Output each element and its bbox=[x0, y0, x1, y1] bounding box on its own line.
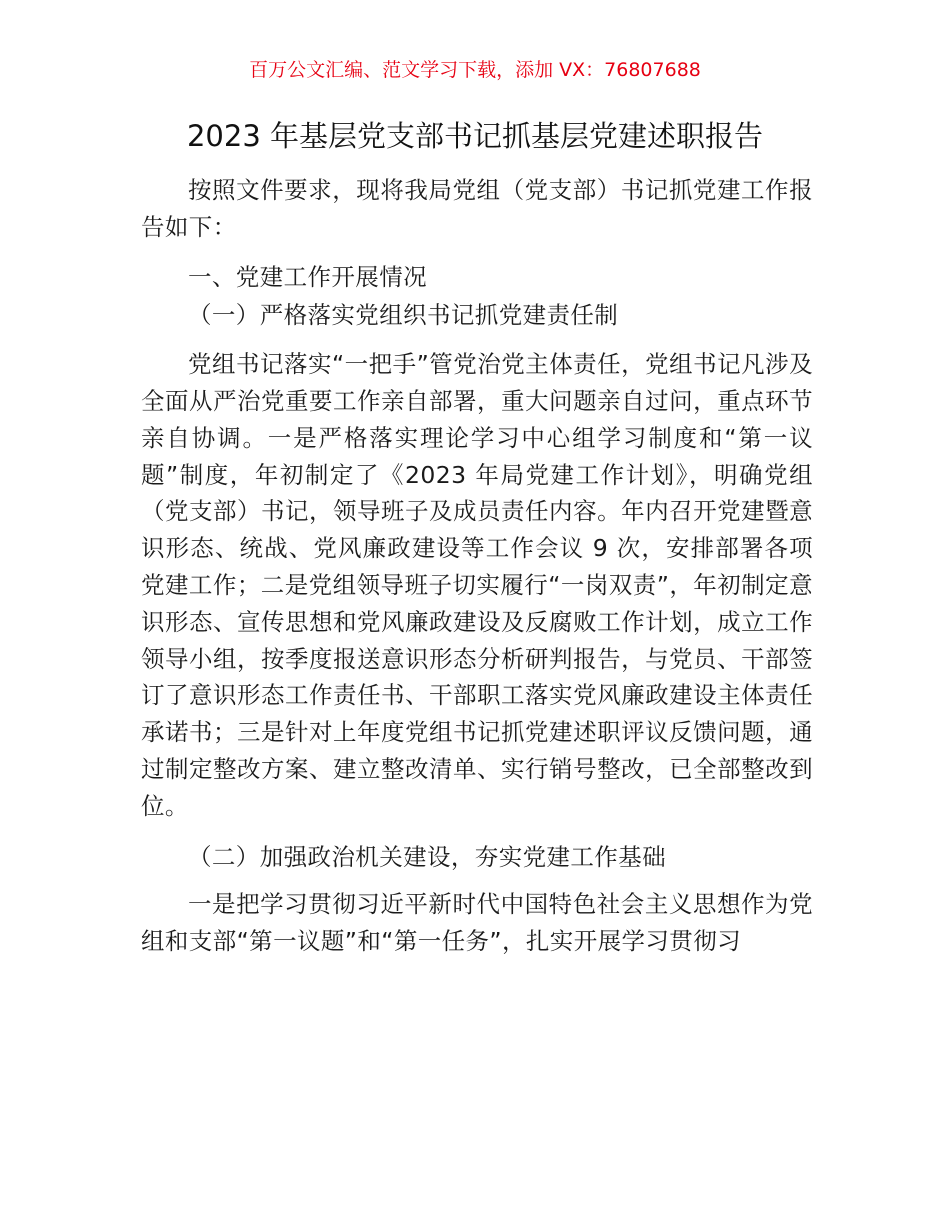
header-banner: 百万公文汇编、范文学习下载，添加 VX：76807688 bbox=[249, 59, 701, 81]
intro-paragraph: 按照文件要求，现将我局党组（党支部）书记抓党建工作报告如下： bbox=[141, 176, 813, 241]
document-title: 2023 年基层党支部书记抓基层党建述职报告 bbox=[186, 119, 764, 153]
document-body bbox=[141, 172, 813, 960]
body-paragraph-1: 党组书记落实“一把手”管党治党主体责任，党组书记凡涉及全面从严治党重要工作亲自部署，重大问题亲自过问，重点环节亲自协调。一是严格落实理论学习中心组学习制度和“第一议题”制度，年初制定了《2023 年局党建工作计划》，明确党组（党支部）书记，领导班子及成员责任内容。年内召开党建暨意识形态、统战、党风廉政建设等工作会议 9 次，安排部署各项党建工作；二是党组领导班子切实履行“一岗双责”，年初制定意识形态、宣传思想和党风廉政建设及反腐败工作计划，成立工作领导小组，按季度报送意识形态分析研判报告，与党员、干部签订了意识形态工作责任书、干部职工落实党风廉政建设主体责任承诺书；三是针对上年度党组书记抓党建述职评议反馈问题，通过制定整改方案、建立整改清单、实行销号整改，已全部整改到位。 bbox=[141, 350, 813, 820]
body-paragraph-2: 一是把学习贯彻习近平新时代中国特色社会主义思想作为党组和支部“第一议题”和“第一任务”，扎实开展学习贯彻习 bbox=[141, 890, 813, 956]
subsection-heading-1: （一）严格落实党组织书记抓党建责任制 bbox=[188, 301, 619, 330]
subsection-heading-2: （二）加强政治机关建设，夯实党建工作基础 bbox=[188, 842, 666, 871]
section-heading-1: 一、党建工作开展情况 bbox=[188, 262, 427, 291]
